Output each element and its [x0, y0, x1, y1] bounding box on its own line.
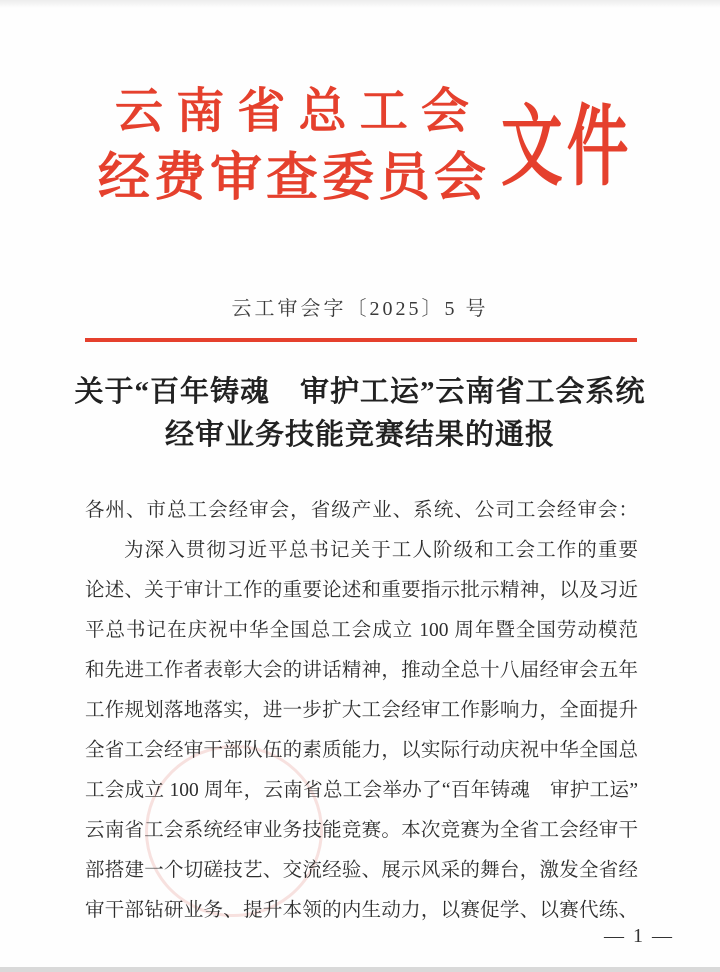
body-line: 工作规划落地落实，进一步扩大工会经审工作影响力，全面提升	[85, 700, 638, 721]
body-line: 全省工会经审干部队伍的素质能力，以实际行动庆祝中华全国总	[85, 740, 638, 761]
body-line: 平总书记在庆祝中华全国总工会成立 100 周年暨全国劳动模范	[85, 620, 638, 641]
body-line: 审干部钻研业务、提升本领的内生动力，以赛促学、以赛代练、	[85, 900, 638, 921]
body-line: 云南省工会系统经审业务技能竞赛。本次竞赛为全省工会经审干	[85, 820, 638, 841]
page-number: — 1 —	[604, 925, 674, 947]
org-name-line2: 经费审查委员会	[98, 150, 486, 207]
salutation-line: 各州、市总工会经审会，省级产业、系统、公司工会经审会：	[85, 500, 638, 521]
org-name-line1: 云南省总工会	[115, 85, 469, 138]
body-text	[85, 491, 638, 931]
document-title-line1: 关于“百年铸魂 审护工运”云南省工会系统	[74, 376, 646, 408]
body-line: 和先进工作者表彰大会的讲话精神，推动全总十八届经审会五年	[85, 660, 638, 681]
document-title-line2: 经审业务技能竞赛结果的通报	[164, 419, 555, 451]
body-line: 部搭建一个切磋技艺、交流经验、展示风采的舞台，激发全省经	[85, 860, 638, 881]
document-title	[40, 371, 680, 457]
body-line: 论述、关于审计工作的重要论述和重要指示批示精神，以及习近	[85, 580, 638, 601]
red-divider	[85, 338, 637, 342]
doc-type-label: 文件	[501, 97, 633, 196]
scan-edge-bottom	[0, 967, 720, 972]
letterhead	[98, 78, 486, 212]
body-line: 为深入贯彻习近平总书记关于工人阶级和工会工作的重要	[124, 540, 638, 561]
doc-number: 云工审会字〔2025〕5 号	[231, 298, 489, 320]
scan-edge-top	[0, 0, 720, 8]
body-line: 工会成立 100 周年，云南省总工会举办了“百年铸魂 审护工运”	[85, 780, 638, 801]
